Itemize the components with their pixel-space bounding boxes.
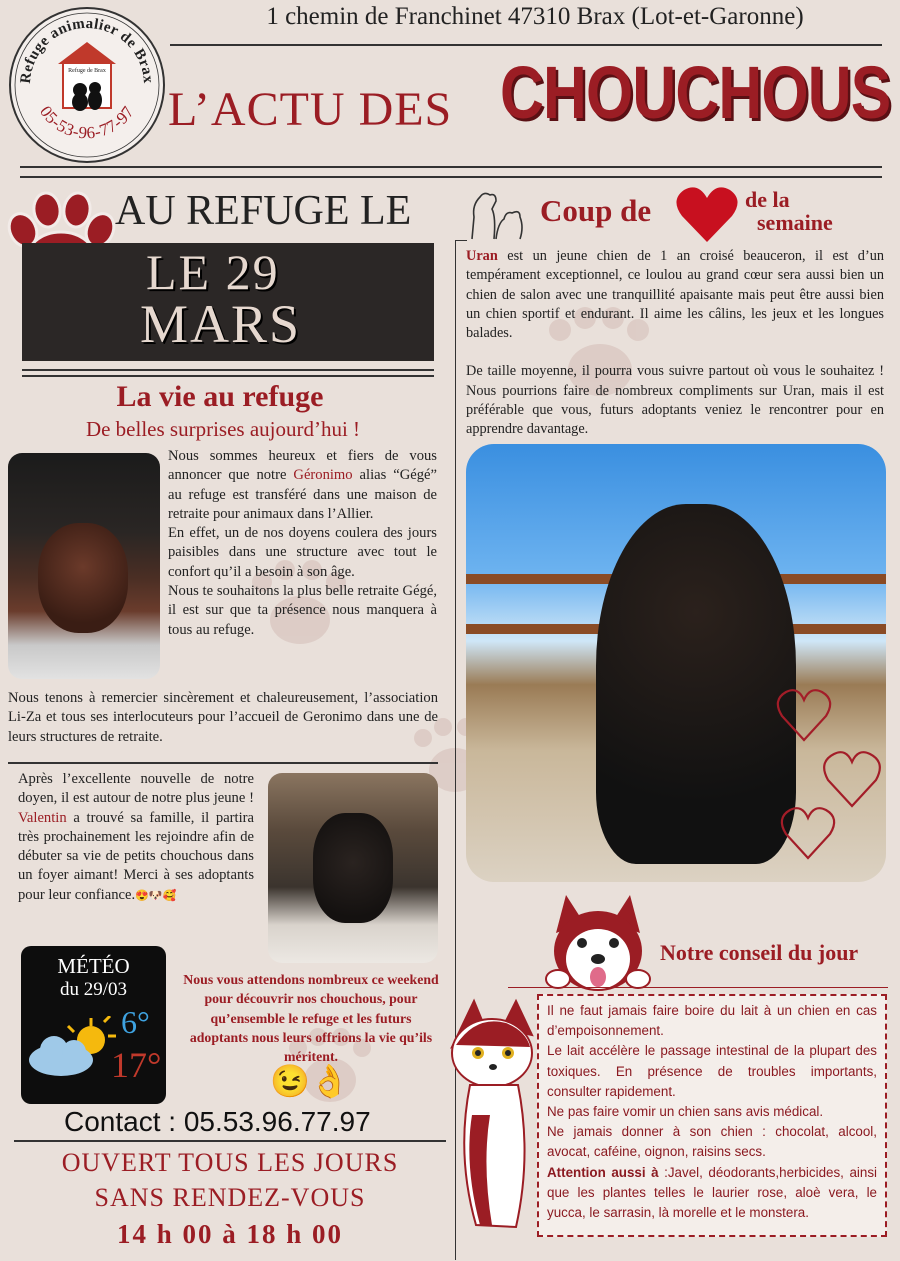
open-hours: 14 h 00 à 18 h 00	[116, 1219, 344, 1249]
date-line2: LE 29	[146, 244, 280, 300]
contact-rule	[14, 1140, 446, 1142]
logo-ring-text: Refuge animalier de Brax	[17, 15, 157, 85]
coup-word1: Coup de	[540, 193, 652, 228]
life-p4: Nous tenons à remercier sincèrement et chaleureusement, l’association Li-Za et tous ses interlocuteurs pour l’accueil de Geronimo dans une de leurs structures de retraite.	[8, 690, 438, 745]
date-rule-1	[22, 369, 434, 371]
valentin-text	[18, 770, 254, 906]
life-title: La vie au refuge	[116, 380, 324, 413]
weather-date: du 29/03	[59, 979, 128, 1000]
tip-line-4: Ne jamais donner à son chien : chocolat, alcool, avocat, caféine, oignon, raisins secs.	[547, 1124, 877, 1160]
valentin-emojis: 😍🐶🥰	[135, 889, 177, 902]
life-subtitle: De belles surprises aujourd’hui !	[85, 417, 361, 441]
weather-card	[21, 946, 166, 1104]
coup-p2: De taille moyenne, il pourra vous suivre partout où vous le souhaitez ! Nous pourrions faire de nombreux compliments sur Uran, mais il est préférable que vous, futurs adoptants veniez le rencontrer pour en apprendre davantage.	[466, 363, 884, 438]
life-p3: Nous te souhaitons la plus belle retraite Gégé, il est sur que ta présence nous manquera à tous au refuge.	[168, 583, 437, 638]
date-line1: AU REFUGE LE	[115, 188, 412, 234]
life-p2: En effet, un de nos doyens coulera des jours paisibles dans une structure avec tout le confort qu’il a besoin à son âge.	[168, 525, 437, 580]
refuge-logo	[8, 6, 166, 164]
date-line3: MARS	[140, 294, 302, 354]
header-rule-2	[20, 176, 882, 178]
contact-label: Contact : 05.53.96.77.97	[64, 1106, 371, 1137]
life-paragraphs	[168, 447, 437, 640]
tip-rule	[508, 987, 888, 988]
address: 1 chemin de Franchinet 47310 Brax (Lot-et-Garonne)	[266, 3, 804, 30]
weather-low: 6°	[121, 1004, 150, 1040]
life-p1	[168, 447, 437, 524]
tip-attention	[547, 1163, 877, 1224]
tip-attention-label: Attention aussi à	[547, 1164, 659, 1180]
header-rule-top	[170, 44, 882, 46]
geronimo-photo	[8, 453, 160, 679]
heart-icon	[676, 186, 738, 244]
logo-phone: 05-53-96-77-97	[36, 102, 138, 143]
partly-cloudy-icon	[26, 1016, 116, 1086]
coup-p1	[466, 247, 884, 343]
coup-word2: de la	[745, 187, 790, 212]
dog-cat-outline-icon	[462, 187, 528, 243]
coup-paragraphs	[466, 247, 884, 440]
geronimo-name: Géronimo	[293, 467, 353, 484]
valentin-text-b: a trouvé sa famille, il partira très prochainement les rejoindre afin de débuter sa vie de petits chouchous dans un foyer aimant! Merci à ses adoptants pour leur confiance.	[18, 809, 254, 903]
tip-line-3: Ne pas faire vomir un chien sans avis médical.	[547, 1104, 824, 1120]
invite-text: Nous vous attendons nombreux ce weekend pour découvrir nos chouchous, pour qu’ensemble le refuge et les futurs adoptants nous leurs offrions la vie qu’ils méritent.	[183, 972, 439, 1065]
weather-title: MÉTÉO	[57, 954, 130, 978]
life-p1-b: alias “Gégé” au refuge est transféré dans une maison de retraite pour animaux dans l’Allier.	[168, 467, 437, 522]
husky-icon	[538, 893, 658, 993]
tip-attention-text: :Javel, déodorants,herbicides, ainsi que les plantes telles le laurier rose, aloè vera, le yucca, le sarrasin, là morelle et le monstera.	[547, 1164, 877, 1221]
header-rule-1	[20, 166, 882, 168]
date-banner	[22, 243, 434, 361]
cat-icon	[446, 995, 546, 1245]
weather-high: 17°	[111, 1045, 162, 1085]
date-rule-2	[22, 375, 434, 377]
uran-name: Uran	[466, 248, 498, 264]
valentin-name: Valentin	[18, 809, 67, 826]
open-appointment: SANS RENDEZ-VOUS	[94, 1183, 366, 1212]
life-rule	[8, 762, 438, 764]
title-prefix: L’ACTU DES	[168, 83, 453, 136]
tip-box	[537, 994, 887, 1237]
valentin-text-a: Après l’excellente nouvelle de notre doyen, il est autour de notre plus jeune !	[18, 771, 254, 807]
invite-emoji: 😉👌	[270, 1062, 350, 1100]
coup-p1-text: est un jeune chien de 1 an croisé beauceron, il est d’un tempérament exceptionnel, ce loulou au grand cœur sera aussi bien un chien de salon avec une tranquillité apaisante mais peut être aussi bien un chien sportif et endurant. Il aime les câlins, les jeux et les longues balades.	[466, 248, 884, 342]
logo-house-text: Refuge de Brax	[68, 68, 106, 74]
coup-word3: semaine	[757, 210, 833, 235]
decorative-hearts-icon	[776, 682, 886, 862]
tip-line-2: Le lait accélère le passage intestinal de la plupart des toxiques. En présence de troubles importants, consulter rapidement.	[547, 1043, 877, 1099]
valentin-photo	[268, 773, 438, 963]
life-p1-a: Nous sommes heureux et fiers de vous annoncer que notre	[168, 448, 437, 484]
title-main: CHOUCHOUS	[500, 51, 891, 134]
tip-title: Notre conseil du jour	[660, 940, 859, 965]
tip-line-1: Il ne faut jamais faire boire du lait à un chien en cas d’empoisonnement.	[547, 1003, 877, 1039]
open-days: OUVERT TOUS LES JOURS	[61, 1148, 399, 1177]
